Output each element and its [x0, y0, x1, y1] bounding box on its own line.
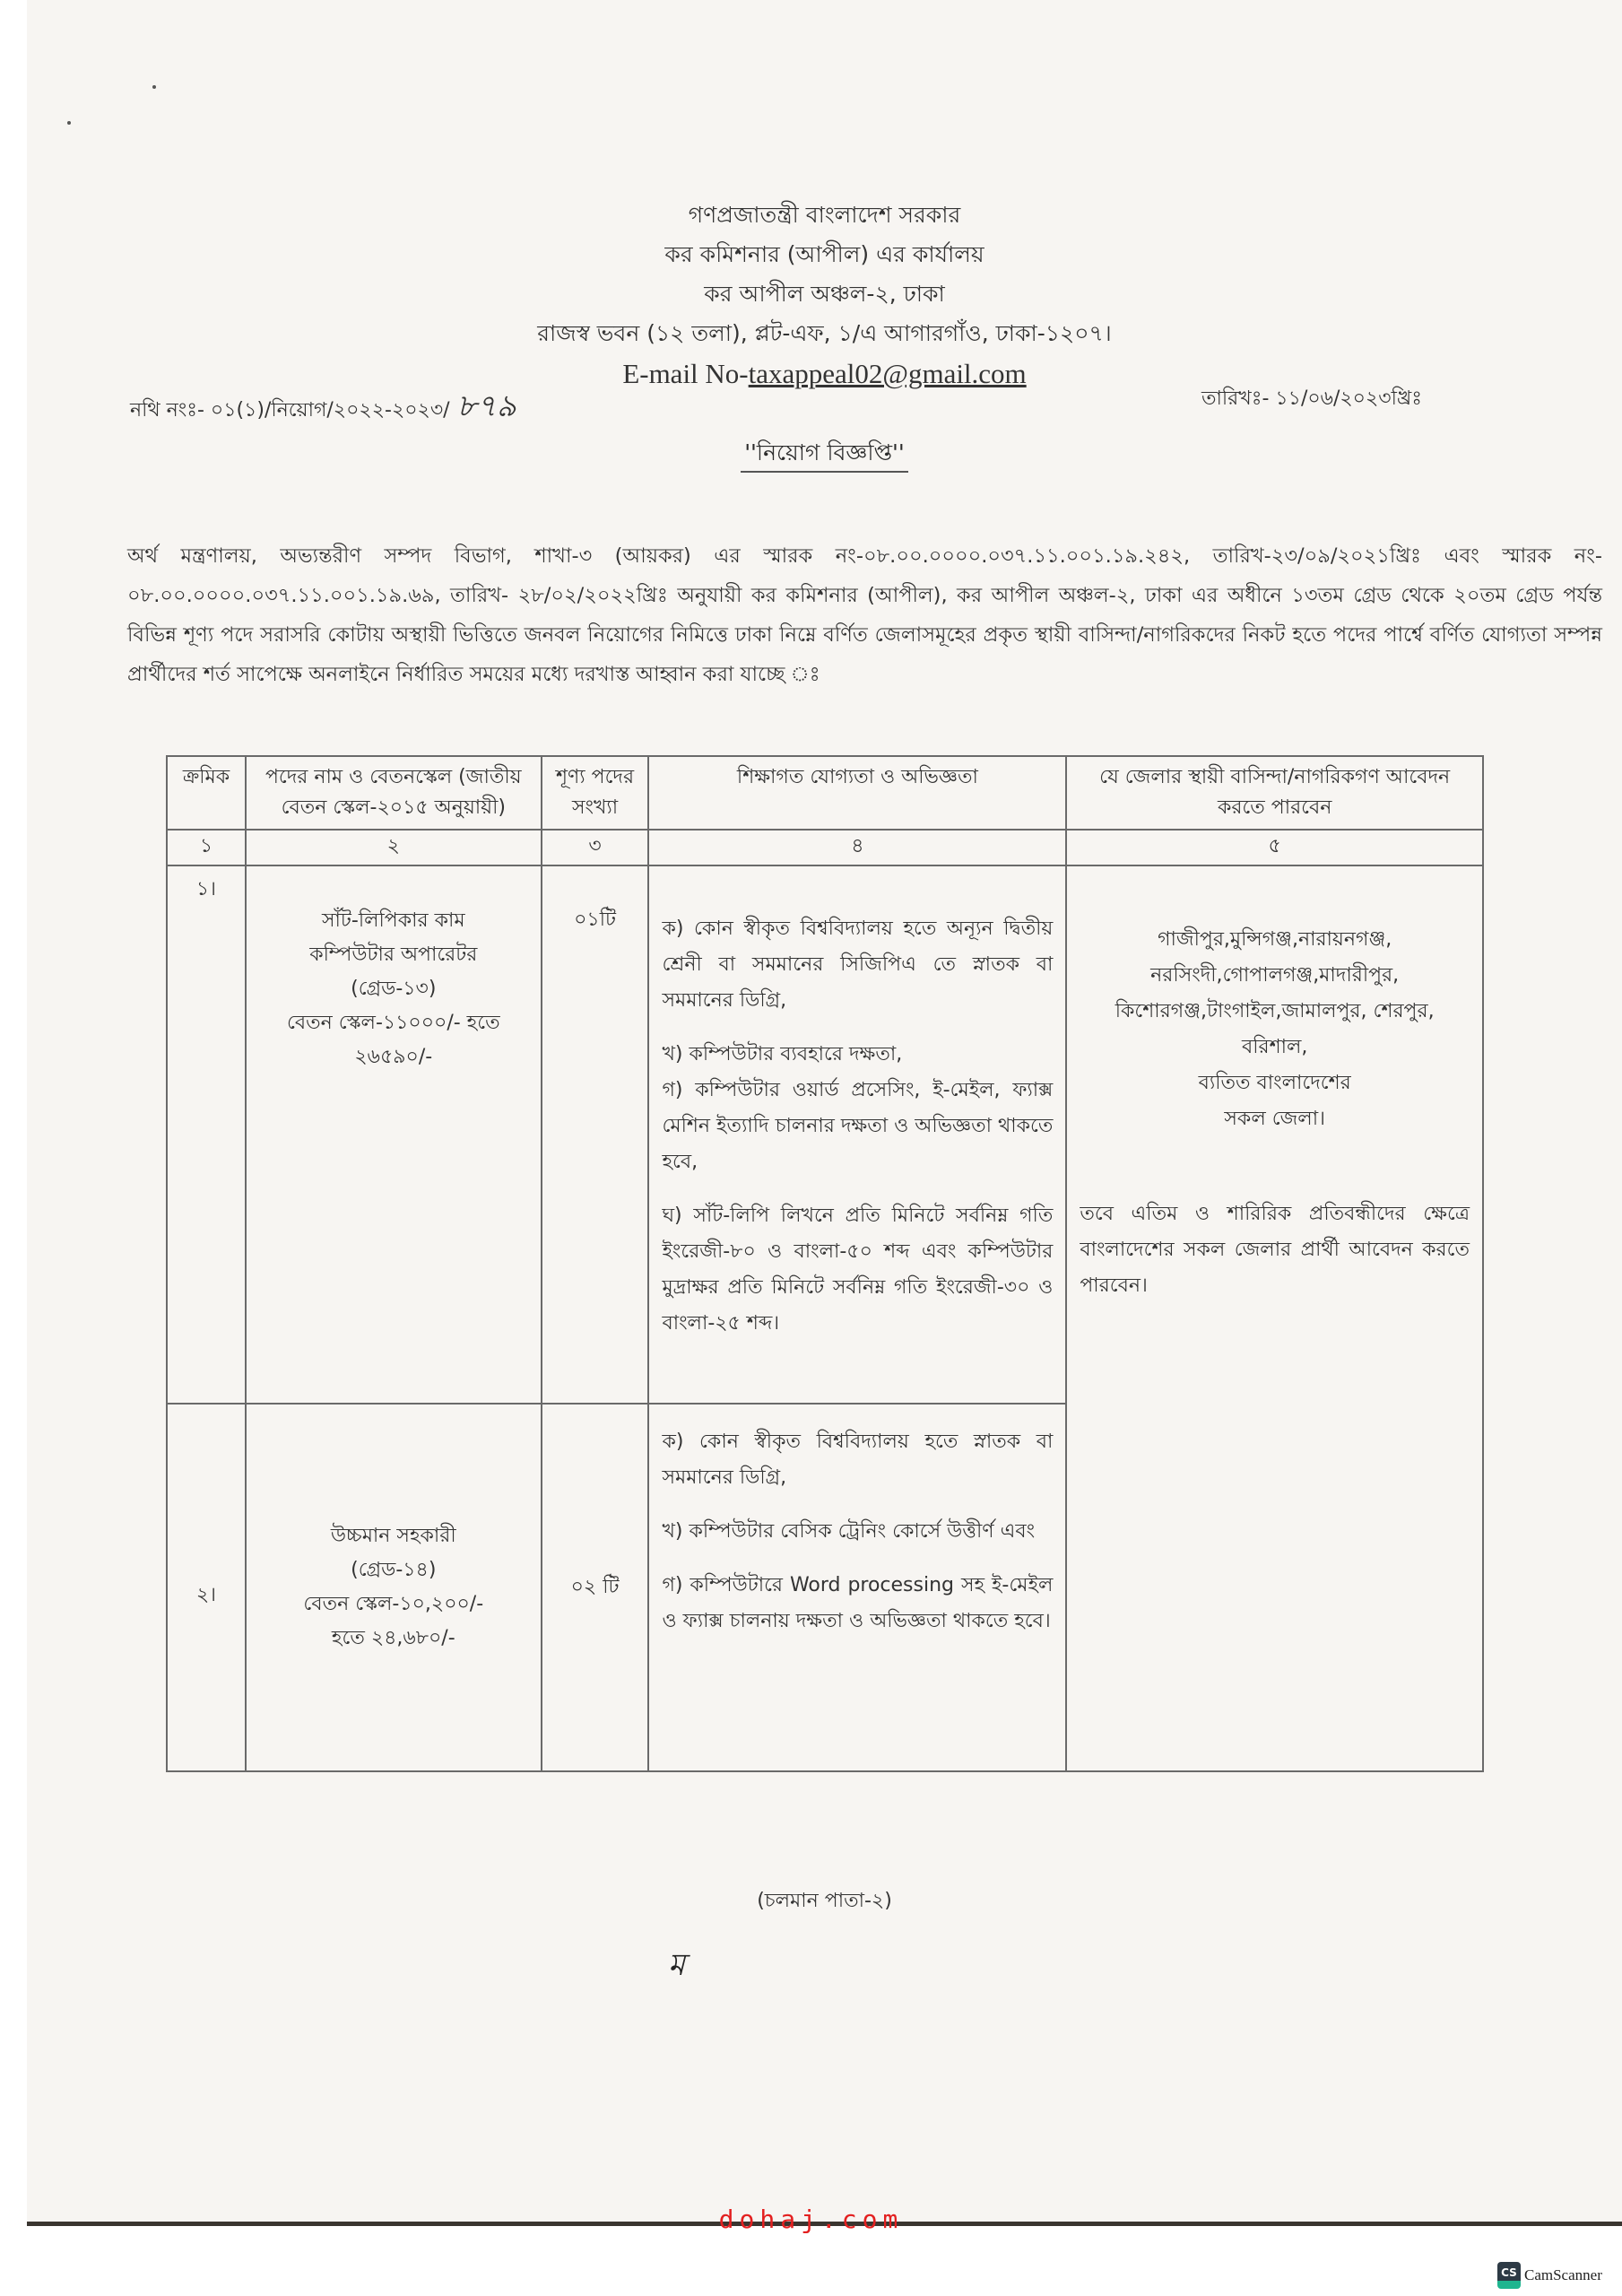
qualification-item: ক) কোন স্বীকৃত বিশ্ববিদ্যালয় হতে স্নাতক বা সমমানের ডিগ্রি,	[662, 1431, 1054, 1489]
row-serial: ২।	[167, 1404, 246, 1771]
handwritten-initial: ম	[668, 1947, 685, 1983]
header-post: পদের নাম ও বেতনস্কেল (জাতীয় বেতন স্কেল-২০১৫ অনুয়ায়ী)	[246, 756, 542, 830]
qualification-item: গ) কম্পিউটার ওয়ার্ড প্রসেসিং, ই-মেইল, ফ্যাক্স মেশিন ইত্যাদি চালনার দক্ষতা ও অভিজ্ঞতা থাকতে হবে,	[662, 1079, 1054, 1173]
handwritten-memo-number: ৮৭৯	[456, 388, 516, 424]
memo-number: নথি নংঃ- ০১(১)/নিয়োগ/২০২২-২০২৩/	[130, 399, 450, 422]
memo-reference	[130, 383, 516, 434]
post-grade: (গ্রেড-১৪)	[351, 1559, 437, 1581]
qualification-cell	[648, 1404, 1066, 1771]
post-cell	[246, 865, 542, 1404]
qualification-item: খ) কম্পিউটার ব্যবহারে দক্ষতা,	[662, 1043, 903, 1065]
letterhead	[27, 196, 1622, 395]
pay-scale: বেতন স্কেল-১১০০০/- হতে ২৬৫৯০/-	[286, 1012, 500, 1068]
continuation-note: (চলমান পাতা-২)	[757, 1890, 892, 1912]
qualification-cell	[648, 865, 1066, 1404]
post-grade: (গ্রেড-১৩)	[351, 978, 437, 1000]
camscanner-name: CamScanner	[1524, 2266, 1602, 2283]
office-name: কর কমিশনার (আপীল) এর কার্যালয়	[664, 241, 984, 267]
post-cell	[246, 1404, 542, 1771]
column-number: ৩	[542, 830, 649, 865]
email-address: taxappeal02@gmail.com	[748, 358, 1027, 389]
vacancy-count: ০১টি	[542, 865, 649, 1404]
district-note: তবে এতিম ও শারিরিক প্রতিবন্ধীদের ক্ষেত্রে বাংলাদেশের সকল জেলার প্রার্থী আবেদন করতে পারবেন।	[1080, 1203, 1470, 1297]
memo-date: তারিখঃ- ১১/০৬/২০২৩খ্রিঃ	[1201, 387, 1422, 410]
email-label: E-mail No-	[622, 358, 749, 389]
camscanner-badge	[1497, 2262, 1602, 2289]
qualification-item: খ) কম্পিউটার বেসিক ট্রেনিং কোর্সে উত্তীর্ণ এবং	[662, 1520, 1036, 1543]
qualification-item: ঘ) সাঁট-লিপি লিখনে প্রতি মিনিটে সর্বনিম্ন গতি ইংরেজী-৮০ ও বাংলা-৫০ শব্দ এবং কম্পিউটার মুদ্রাক্ষর প্রতি মিনিটে সর্বনিম্ন গতি ইংরেজী-৩০ ও বাংলা-২৫ শব্দ।	[662, 1205, 1054, 1335]
district-list: গাজীপুর,মুন্সিগঞ্জ,নারায়নগঞ্জ, নরসিংদী,গোপালগঞ্জ,মাদারীপুর, কিশোরগঞ্জ,টাংগাইল,জামালপুর, শেরপুর, বরিশাল,	[1115, 928, 1435, 1058]
header-vacancy: শূণ্য পদের সংখ্যা	[542, 756, 649, 830]
qualification-item: ক) কোন স্বীকৃত বিশ্ববিদ্যালয় হতে অন্যূন দ্বিতীয় শ্রেনী বা সমমানের সিজিপিএ তে স্নাতক বা সমমানের ডিগ্রি,	[662, 918, 1054, 1012]
header-serial: ক্রমিক	[167, 756, 246, 830]
govt-name: গণপ্রজাতন্ত্রী বাংলাদেশ সরকার	[688, 202, 961, 228]
district-cell	[1066, 865, 1483, 1771]
district-except-text: ব্যতিত বাংলাদেশের সকল জেলা।	[1198, 1072, 1351, 1130]
row-serial: ১।	[167, 865, 246, 1404]
vacancy-table	[166, 755, 1484, 1772]
body-paragraph: অর্থ মন্ত্রণালয়, অভ্যন্তরীণ সম্পদ বিভাগ, শাখা-৩ (আয়কর) এর স্মারক নং-০৮.০০.০০০০.০৩৭.১১.০০১.১৯.২৪২, তারিখ-২৩/০৯/২০২১খ্রিঃ এবং স্মারক নং- ০৮.০০.০০০০.০৩৭.১১.০০১.১৯.৬৯, তারিখ- ২৮/০২/২০২২খ্রিঃ অনুযায়ী কর কমিশনার (আপীল), কর আপীল অঞ্চল-২, ঢাকা এর অধীনে ১৩তম গ্রেড থেকে ২০তম গ্রেড পর্যন্ত বিভিন্ন শূণ্য পদে সরাসরি কোটায় অস্থায়ী ভিত্তিতে জনবল নিয়োগের নিমিত্তে ঢাকা নিম্নে বর্ণিত জেলাসমূহের প্রকৃত স্থায়ী বাসিন্দা/নাগরিকদের নিকট হতে পদের পার্শ্বে বর্ণিত যোগ্যতা সম্পন্ন প্রার্থীদের শর্ত সাপেক্ষে অনলাইনে নির্ধারিত সময়ের মধ্যে দরখাস্ত আহ্বান করা যাচ্ছে ঃ	[127, 544, 1602, 686]
header-district: যে জেলার স্থায়ী বাসিন্দা/নাগরিকগণ আবেদন করতে পারবেন	[1066, 756, 1483, 830]
column-number: ২	[246, 830, 542, 865]
column-number: ৫	[1066, 830, 1483, 865]
scanned-page	[27, 0, 1622, 2226]
zone-name: কর আপীল অঞ্চল-২, ঢাকা	[704, 281, 945, 307]
watermark-text: dohaj.com	[718, 2205, 904, 2234]
pay-scale: বেতন স্কেল-১০,২০০/- হতে ২৪,৬৮০/-	[303, 1593, 484, 1649]
vacancy-count: ০২ টি	[542, 1404, 649, 1771]
post-name: সাঁট-লিপিকার কাম কম্পিউটার অপারেটর	[309, 909, 478, 966]
notice-title	[27, 435, 1622, 474]
post-name: উচ্চমান সহকারী	[330, 1525, 456, 1547]
speck-mark	[152, 85, 156, 89]
table-header-row	[167, 756, 1483, 830]
speck-mark	[67, 121, 71, 125]
table-row	[167, 865, 1483, 1404]
notice-title-text: ''নিয়োগ বিজ্ঞপ্তি''	[741, 439, 908, 473]
column-number: ৪	[648, 830, 1066, 865]
header-qualification: শিক্ষাগত যোগ্যতা ও অভিজ্ঞতা	[648, 756, 1066, 830]
qualification-item: গ) কম্পিউটারে Word processing সহ ই-মেইল ও ফ্যাক্স চালনায় দক্ষতা ও অভিজ্ঞতা থাকতে হবে।	[662, 1574, 1054, 1632]
column-number-row	[167, 830, 1483, 865]
camscanner-logo-icon: CS	[1497, 2262, 1521, 2289]
column-number: ১	[167, 830, 246, 865]
office-address: রাজস্ব ভবন (১২ তলা), প্লট-এফ, ১/এ আগারগাঁও, ঢাকা-১২০৭।	[537, 320, 1112, 346]
